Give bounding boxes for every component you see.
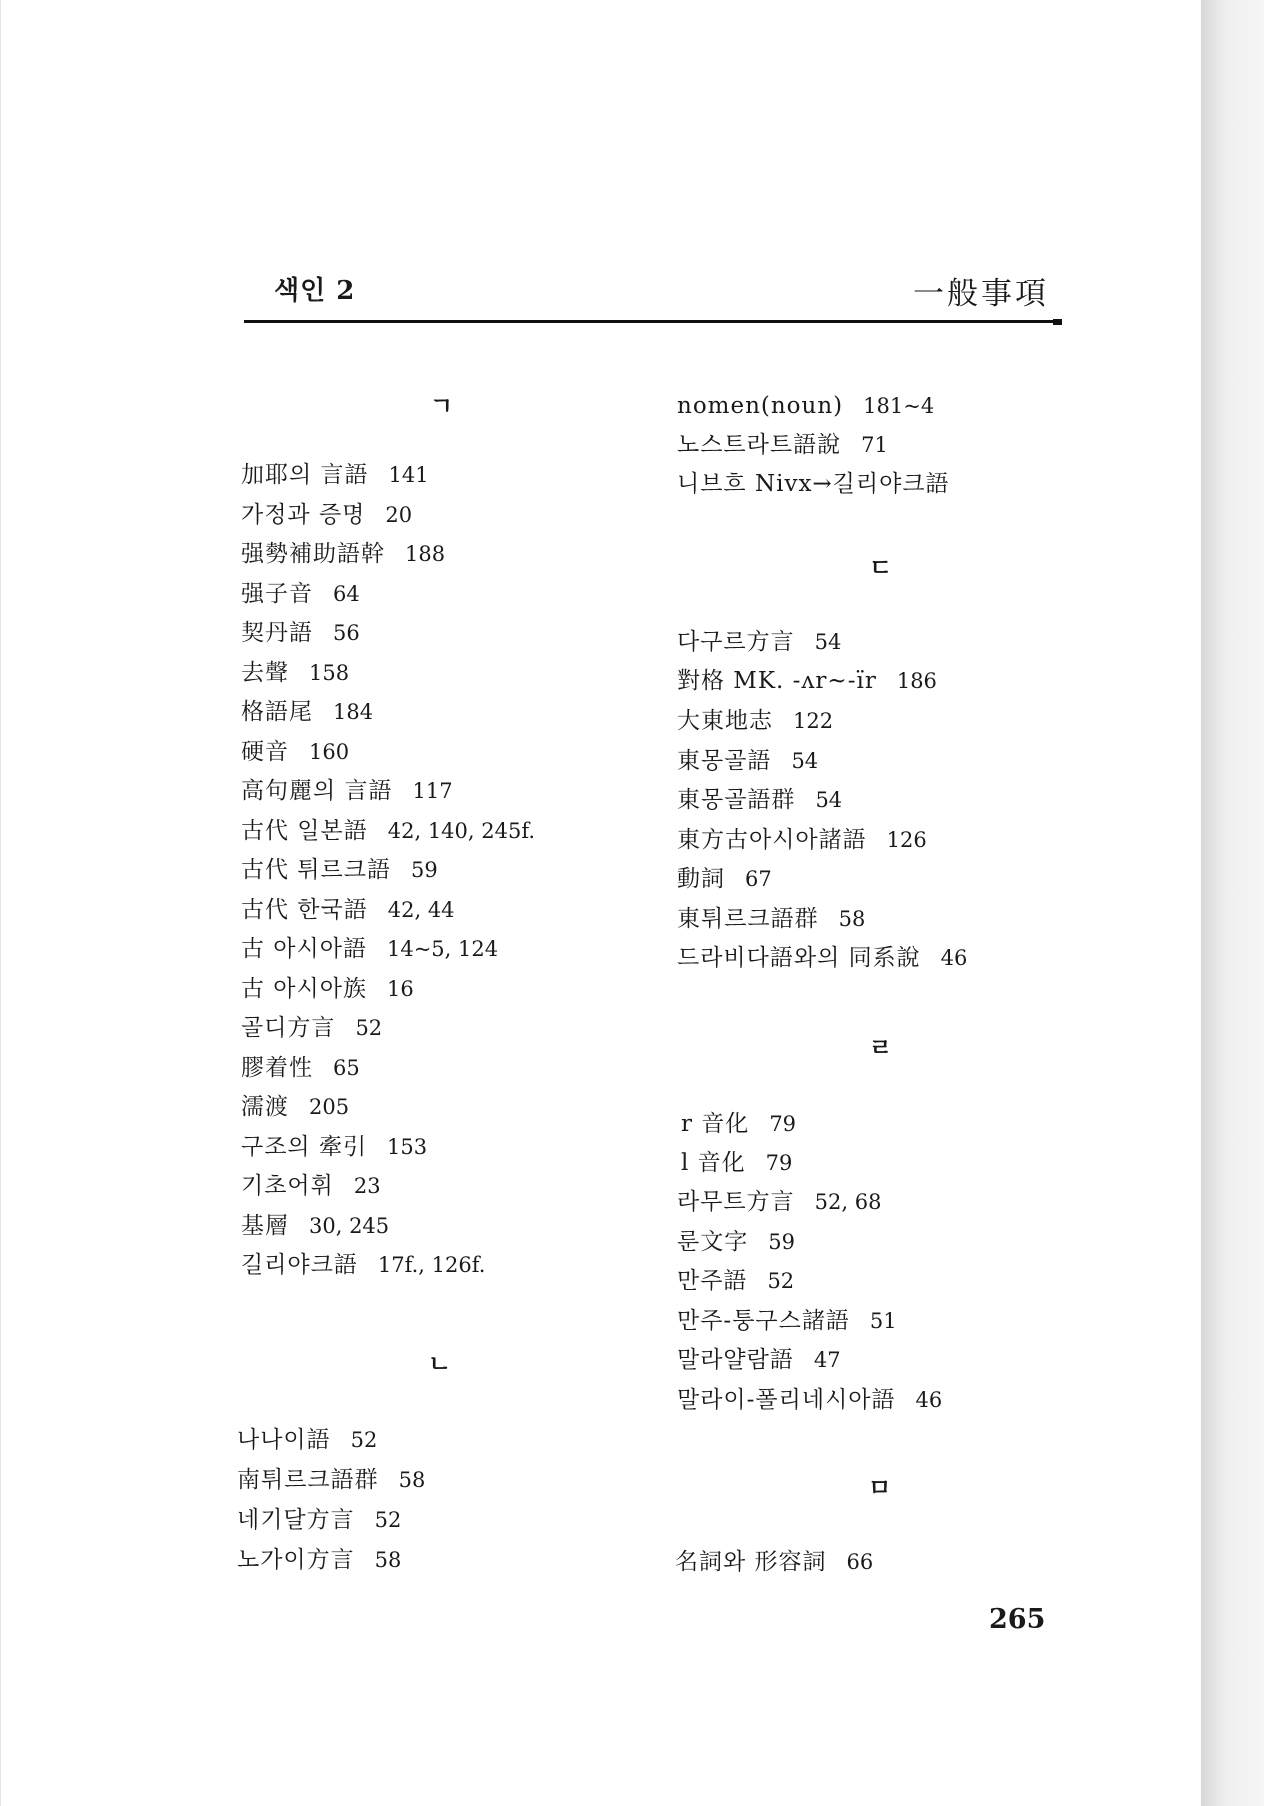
index-entry: l 音化 79 — [681, 1150, 793, 1176]
index-entry: 大東地志 122 — [677, 708, 834, 734]
running-head-right: 一般事項 — [913, 276, 1049, 312]
section-letter-nieun: ㄴ — [428, 1350, 452, 1378]
index-entry: 古代 튀르크語 59 — [241, 857, 438, 883]
index-entry: 古代 한국語 42, 44 — [241, 897, 455, 923]
index-entry: 구조의 牽引 153 — [241, 1134, 428, 1160]
index-entry: 契丹語 56 — [241, 620, 360, 646]
section-letter-digeut: ㄷ — [869, 554, 893, 582]
index-entry: 만주-퉁구스諸語 51 — [677, 1308, 897, 1334]
index-entry: 强勢補助語幹 188 — [241, 541, 446, 567]
index-entry: 드라비다語와의 同系說 46 — [677, 945, 968, 971]
index-entry: 다구르方言 54 — [677, 629, 842, 655]
index-entry: 만주語 52 — [677, 1268, 795, 1294]
index-entry: 古 아시아語 14~5, 124 — [241, 936, 499, 962]
index-entry: nomen(noun) 181~4 — [677, 393, 935, 419]
index-entry: 가정과 증명 20 — [241, 502, 413, 528]
index-entry: 東몽골語群 54 — [677, 787, 843, 813]
index-entry: 나나이語 52 — [237, 1427, 378, 1453]
index-entry: 濡渡 205 — [241, 1094, 350, 1120]
index-entry: 기초어휘 23 — [241, 1173, 381, 1199]
index-entry: 名詞와 形容詞 66 — [675, 1549, 874, 1575]
index-entry: 東方古아시아諸語 126 — [677, 827, 927, 853]
index-entry: 動詞 67 — [677, 866, 772, 892]
index-entry: 말라이-폴리네시아語 46 — [677, 1387, 943, 1413]
index-entry: 말라얄람語 47 — [677, 1347, 841, 1373]
running-head-left: 색인 2 — [274, 276, 356, 306]
index-entry: 노스트라트語說 71 — [677, 432, 888, 458]
section-letter-mieum: ㅁ — [868, 1474, 892, 1502]
index-entry: 格語尾 184 — [241, 699, 374, 725]
page-number: 265 — [989, 1604, 1046, 1635]
index-entry: 古 아시아族 16 — [241, 976, 414, 1002]
index-entry: 古代 일본語 42, 140, 245f. — [241, 818, 536, 844]
index-entry: 高句麗의 言語 117 — [241, 778, 453, 804]
index-entry: 南튀르크語群 58 — [237, 1467, 426, 1493]
index-entry: 룬文字 59 — [677, 1229, 795, 1255]
index-entry: 去聲 158 — [241, 660, 350, 686]
index-entry: r 音化 79 — [681, 1111, 797, 1137]
index-entry: 길리야크語 17f., 126f. — [241, 1252, 486, 1278]
index-entry: 東튀르크語群 58 — [677, 906, 866, 932]
index-entry: 노가이方言 58 — [237, 1547, 402, 1573]
index-entry: 强子音 64 — [241, 581, 360, 607]
index-entry: 라무트方言 52, 68 — [677, 1189, 882, 1215]
index-entry: 對格 MK. -ʌr~-ïr 186 — [677, 668, 937, 694]
header-rule-end — [1053, 319, 1062, 325]
header-rule — [244, 320, 1062, 323]
index-entry: 硬音 160 — [241, 739, 350, 765]
index-entry: 니브흐 Nivx→길리야크語 — [677, 471, 950, 497]
index-entry: 基層 30, 245 — [241, 1213, 390, 1239]
index-entry: 골디方言 52 — [241, 1015, 383, 1041]
index-entry: 東몽골語 54 — [677, 748, 819, 774]
section-letter-rieul: ㄹ — [869, 1034, 893, 1062]
index-entry: 네기달方言 52 — [237, 1507, 402, 1533]
page-edge-shadow — [1201, 0, 1264, 1806]
section-letter-giyeok: ㄱ — [430, 392, 454, 420]
index-entry: 膠着性 65 — [241, 1055, 360, 1081]
index-entry: 加耶의 言語 141 — [241, 462, 429, 488]
